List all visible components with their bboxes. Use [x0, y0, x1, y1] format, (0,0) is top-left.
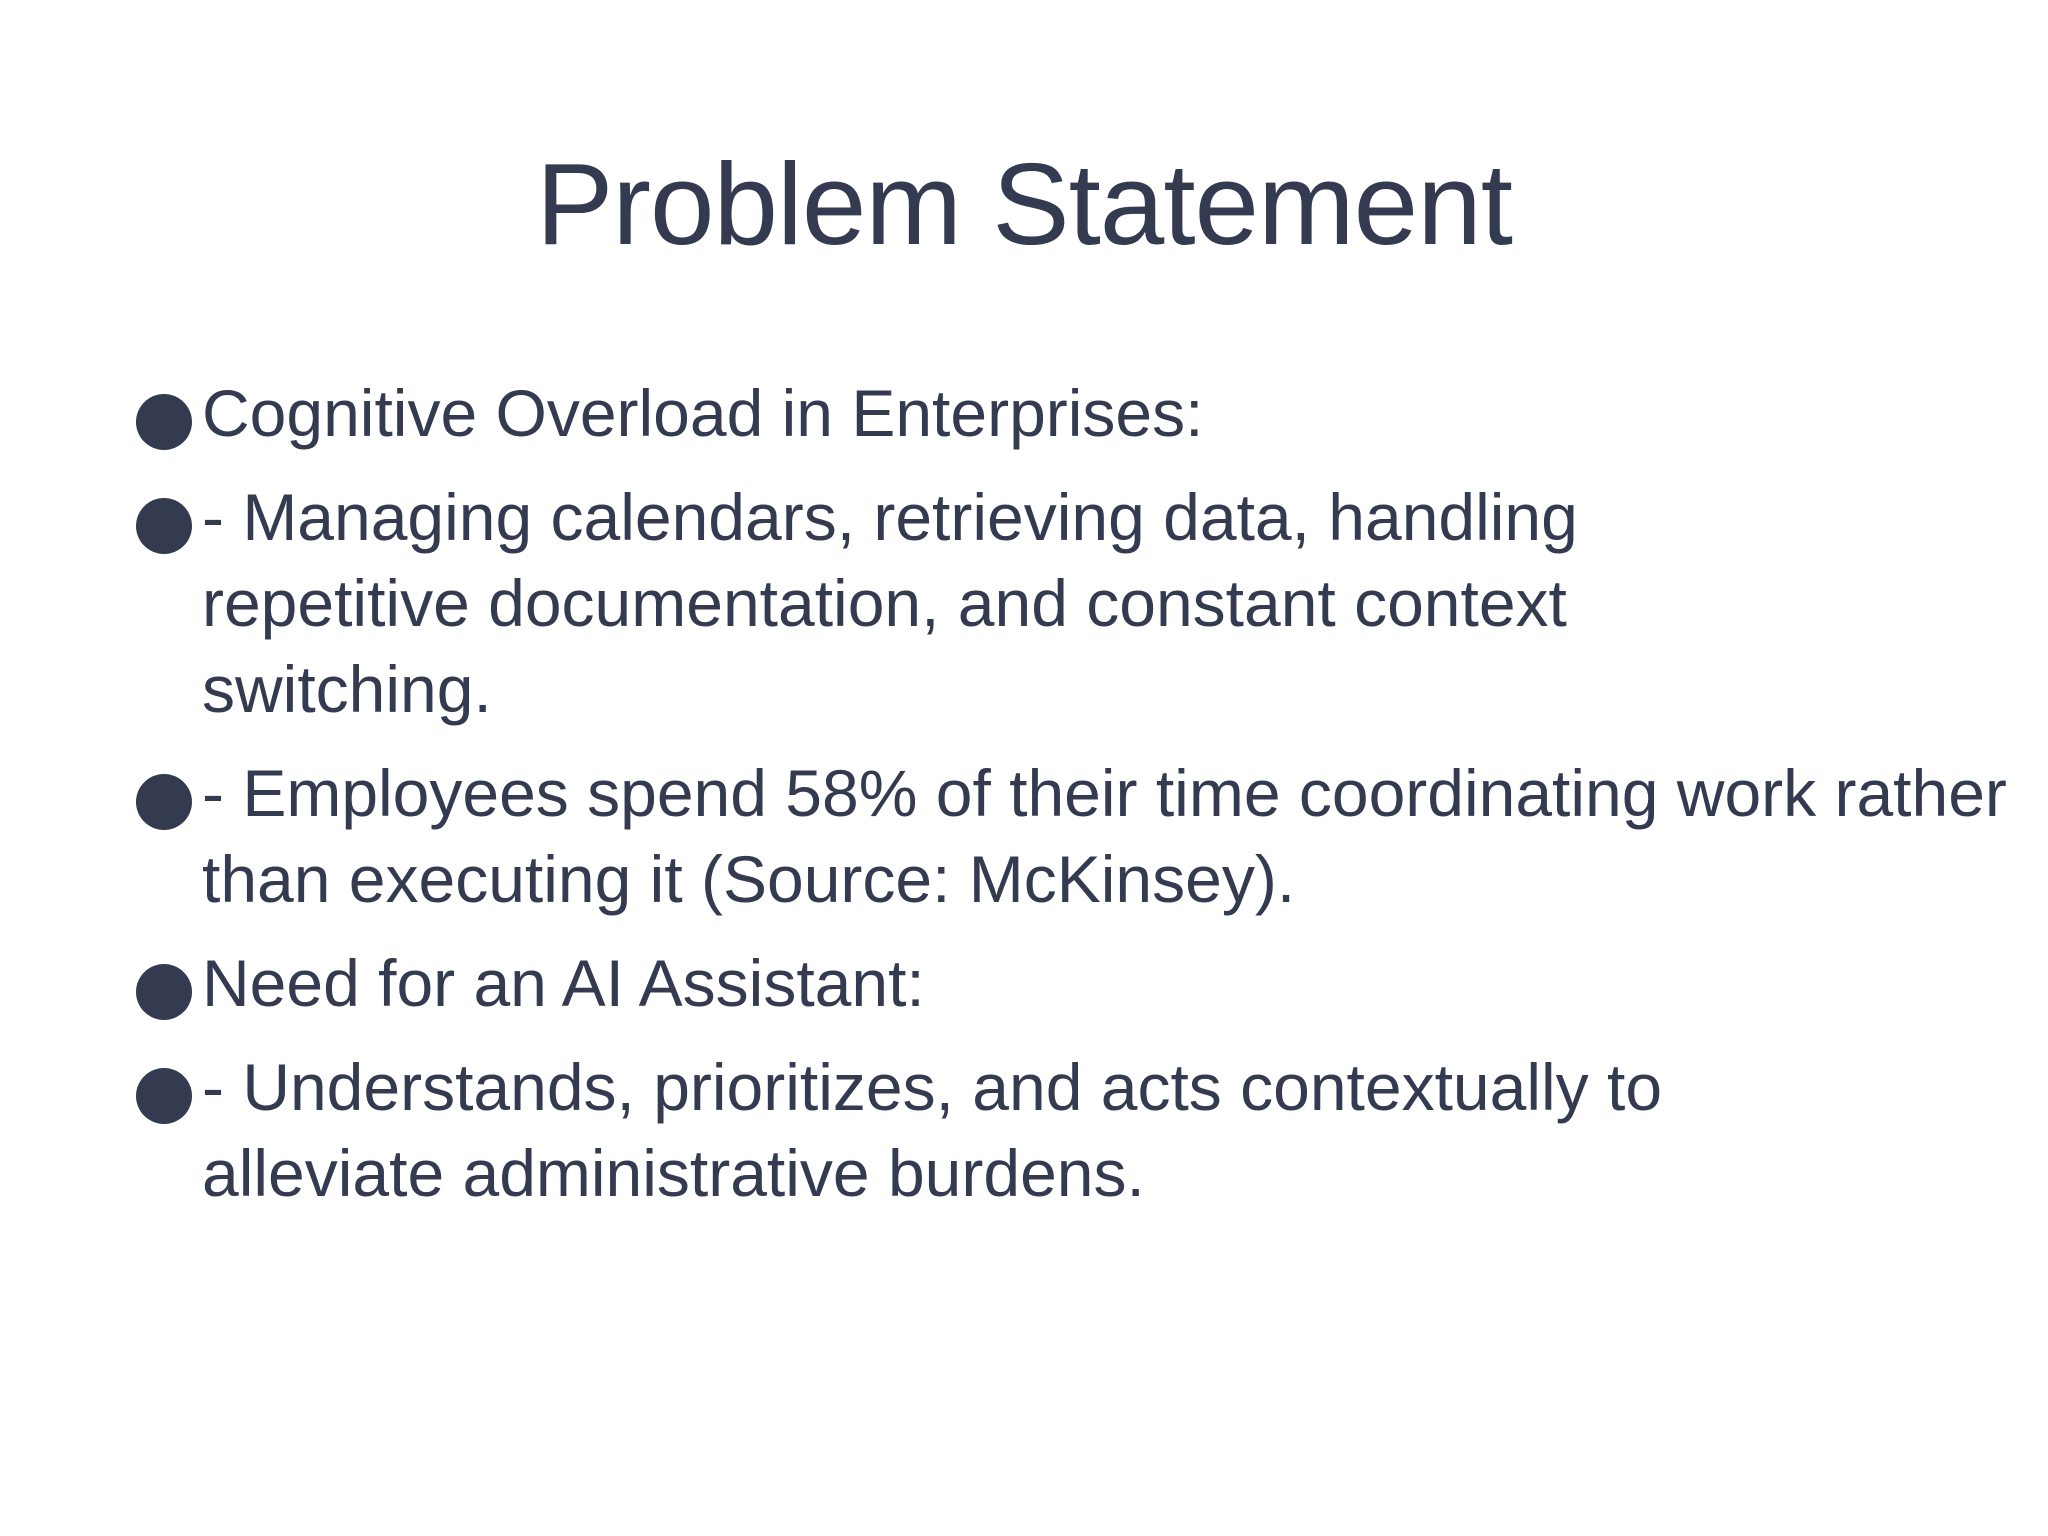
bullet-text: - Understands, prioritizes, and acts contextually to alleviate administrative burdens.	[202, 1050, 1663, 1210]
bullet-dot-icon	[136, 774, 192, 830]
bullet-text: Cognitive Overload in Enterprises:	[202, 376, 1204, 450]
bullet-text: Need for an AI Assistant:	[202, 946, 925, 1020]
bullet-item	[132, 1044, 1932, 1216]
bullet-item	[132, 750, 2007, 922]
bullet-text: - Managing calendars, retrieving data, handling repetitive documentation, and constant context switching.	[202, 480, 1578, 726]
bullet-item	[132, 474, 1932, 732]
bullet-item	[132, 940, 1932, 1026]
slide-title: Problem Statement	[536, 139, 1512, 269]
bullet-item	[132, 370, 1932, 456]
bullet-dot-icon	[136, 964, 192, 1020]
bullet-text: - Employees spend 58% of their time coordinating work rather than executing it (Source: McKinsey).	[202, 756, 2007, 916]
bullet-dot-icon	[136, 394, 192, 450]
bullet-dot-icon	[136, 1068, 192, 1124]
bullet-list	[132, 370, 2007, 1234]
bullet-dot-icon	[136, 498, 192, 554]
